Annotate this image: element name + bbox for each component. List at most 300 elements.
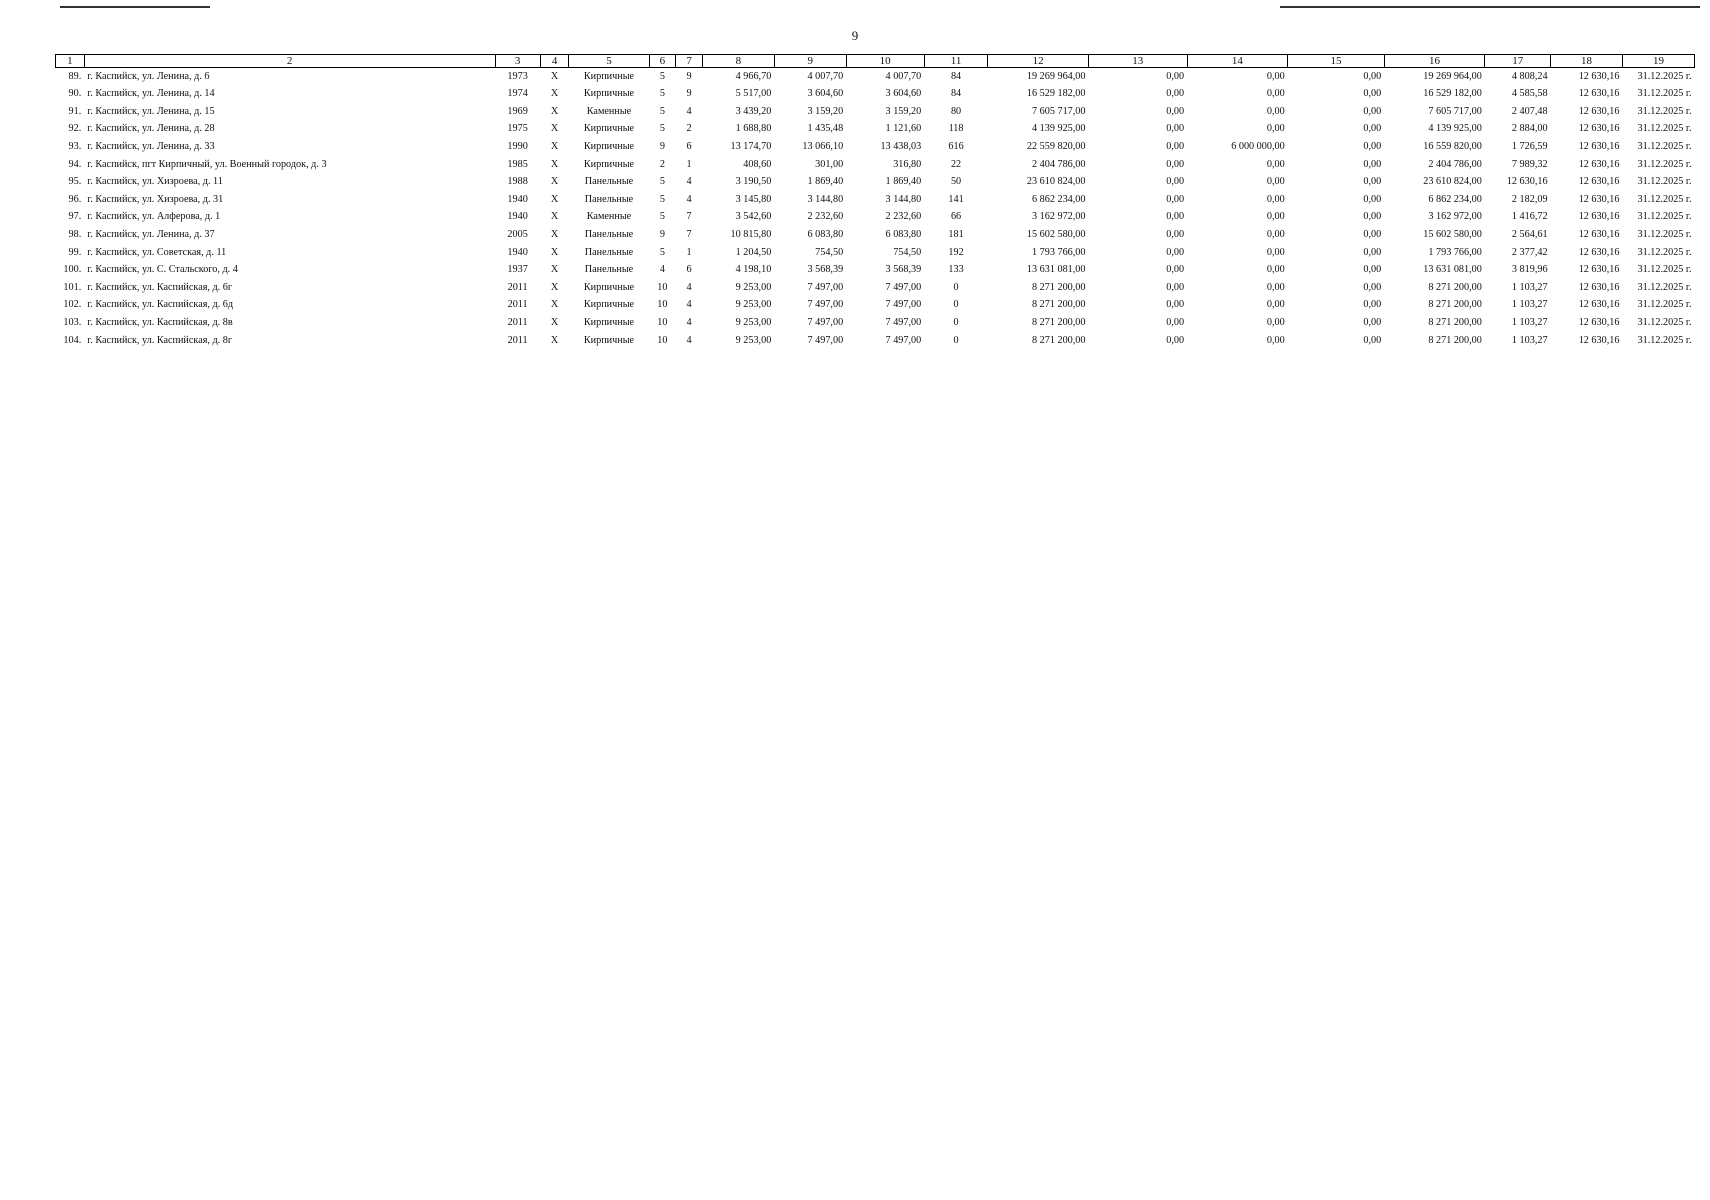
table-row xyxy=(56,262,1695,280)
table-cell: X xyxy=(550,105,559,117)
table-cell: 2 404 786,00 xyxy=(1032,158,1086,170)
address-cell: г. Каспийск, ул. С. Стальского, д. 4 xyxy=(87,264,238,276)
table-cell: 0,00 xyxy=(1166,317,1185,328)
table-cell: Панельные xyxy=(584,176,634,188)
table-cell: X xyxy=(550,317,559,328)
table-cell: 0,00 xyxy=(1266,158,1285,170)
address-cell: г. Каспийск, ул. Ленина, д. 15 xyxy=(87,105,215,117)
table-cell: 2011 xyxy=(507,334,528,346)
table-cell: 5 xyxy=(659,70,665,82)
address-cell: г. Каспийск, ул. Каспийская, д. 8г xyxy=(87,334,233,346)
table-cell: 3 439,20 xyxy=(735,105,772,117)
table-cell: 23 610 824,00 xyxy=(1423,176,1482,188)
page-number: 9 xyxy=(851,28,859,43)
table-cell: X xyxy=(550,176,559,188)
table-cell: 754,50 xyxy=(893,246,922,258)
table-cell: 4 xyxy=(686,193,692,205)
table-cell: 1 103,27 xyxy=(1511,317,1548,328)
table-cell: 133 xyxy=(948,264,964,276)
table-cell: X xyxy=(550,334,559,346)
table-cell: 92. xyxy=(68,123,82,135)
table-cell: Панельные xyxy=(584,246,634,258)
table-cell: 8 271 200,00 xyxy=(1428,334,1482,346)
table-cell: 0,00 xyxy=(1266,334,1285,346)
table-cell: 10 815,80 xyxy=(730,229,772,241)
table-row xyxy=(56,121,1695,139)
address-cell: г. Каспийск, ул. Каспийская, д. 6д xyxy=(87,299,234,311)
table-cell: 4 966,70 xyxy=(735,70,772,82)
table-cell: 12 630,16 xyxy=(1578,70,1620,82)
table-cell: 7 497,00 xyxy=(885,317,922,328)
column-number: 12 xyxy=(988,55,1089,68)
column-number: 2 xyxy=(84,55,495,68)
table-cell: 0,00 xyxy=(1363,123,1382,135)
table-cell: 6 862 234,00 xyxy=(1032,193,1086,205)
table-cell: 3 604,60 xyxy=(885,88,922,100)
table-cell: 12 630,16 xyxy=(1578,141,1620,153)
table-cell: 31.12.2025 г. xyxy=(1637,123,1692,135)
table-cell: 1 103,27 xyxy=(1511,281,1548,293)
register-table xyxy=(55,54,1695,350)
table-cell: 2 404 786,00 xyxy=(1428,158,1482,170)
table-cell: 0,00 xyxy=(1363,105,1382,117)
table-cell: 12 630,16 xyxy=(1578,299,1620,311)
table-cell: 5 xyxy=(659,176,665,188)
table-cell: Каменные xyxy=(586,211,632,223)
table-cell: 9 253,00 xyxy=(735,317,772,328)
table-cell: 50 xyxy=(950,176,962,188)
address-cell: г. Каспийск, ул. Ленина, д. 14 xyxy=(87,88,215,100)
table-cell: 6 083,80 xyxy=(807,229,844,241)
table-cell: X xyxy=(550,229,559,241)
table-cell: 0,00 xyxy=(1363,299,1382,311)
table-cell: 12 630,16 xyxy=(1578,317,1620,328)
table-cell: 1990 xyxy=(507,141,528,153)
table-cell: 12 630,16 xyxy=(1578,246,1620,258)
table-cell: 5 xyxy=(659,123,665,135)
column-number: 8 xyxy=(702,55,774,68)
table-cell: X xyxy=(550,141,559,153)
table-cell: 98. xyxy=(68,229,82,241)
address-cell: г. Каспийск, ул. Хизроева, д. 11 xyxy=(87,176,223,188)
table-cell: 0 xyxy=(953,334,959,346)
table-cell: 0,00 xyxy=(1266,70,1285,82)
table-cell: 4 xyxy=(686,334,692,346)
table-cell: 4 xyxy=(659,264,665,276)
column-number: 11 xyxy=(924,55,988,68)
table-cell: 5 xyxy=(659,211,665,223)
column-number: 15 xyxy=(1288,55,1385,68)
table-cell: 0,00 xyxy=(1363,264,1382,276)
table-cell: 0,00 xyxy=(1166,281,1185,293)
table-cell: 0,00 xyxy=(1166,229,1185,241)
table-cell: 31.12.2025 г. xyxy=(1637,211,1692,223)
table-cell: 0,00 xyxy=(1266,281,1285,293)
table-cell: 12 630,16 xyxy=(1578,88,1620,100)
column-number: 14 xyxy=(1187,55,1288,68)
table-cell: 1 435,48 xyxy=(807,123,844,135)
table-body xyxy=(56,68,1695,350)
table-cell: 7 xyxy=(686,229,692,241)
table-cell: 80 xyxy=(950,105,962,117)
table-cell: 1985 xyxy=(507,158,528,170)
table-cell: 19 269 964,00 xyxy=(1026,70,1086,82)
address-cell: г. Каспийск, ул. Каспийская, д. 8в xyxy=(87,317,233,328)
table-cell: X xyxy=(550,88,559,100)
table-cell: 91. xyxy=(68,105,82,117)
table-cell: 1 688,80 xyxy=(735,123,772,135)
table-cell: 3 145,80 xyxy=(735,193,772,205)
table-cell: 12 630,16 xyxy=(1578,211,1620,223)
table-cell: 15 602 580,00 xyxy=(1423,229,1482,241)
table-cell: 7 497,00 xyxy=(885,299,922,311)
table-cell: 8 271 200,00 xyxy=(1032,281,1086,293)
table-cell: 4 007,70 xyxy=(807,70,844,82)
table-cell: 3 162 972,00 xyxy=(1032,211,1086,223)
column-number: 13 xyxy=(1088,55,1187,68)
table-cell: 31.12.2025 г. xyxy=(1637,299,1692,311)
table-cell: Кирпичные xyxy=(583,334,635,346)
table-cell: 0,00 xyxy=(1363,334,1382,346)
table-cell: 8 271 200,00 xyxy=(1428,281,1482,293)
table-cell: 118 xyxy=(948,123,964,135)
table-cell: 31.12.2025 г. xyxy=(1637,264,1692,276)
table-cell: 0,00 xyxy=(1166,176,1185,188)
table-cell: 2011 xyxy=(507,317,528,328)
table-cell: 301,00 xyxy=(815,158,844,170)
column-number: 6 xyxy=(649,55,676,68)
table-cell: 1969 xyxy=(507,105,528,117)
table-cell: 0,00 xyxy=(1166,123,1185,135)
table-cell: 1 416,72 xyxy=(1511,211,1548,223)
table-cell: 12 630,16 xyxy=(1578,193,1620,205)
table-cell: 5 xyxy=(659,88,665,100)
table-cell: 3 159,20 xyxy=(807,105,844,117)
table-cell: 2011 xyxy=(507,281,528,293)
table-cell: 4 xyxy=(686,299,692,311)
table-cell: 19 269 964,00 xyxy=(1423,70,1482,82)
table-cell: 12 630,16 xyxy=(1578,264,1620,276)
column-number: 10 xyxy=(846,55,924,68)
table-row xyxy=(56,244,1695,262)
table-cell: 0,00 xyxy=(1363,70,1382,82)
table-cell: 12 630,16 xyxy=(1578,123,1620,135)
table-cell: 10 xyxy=(657,317,668,328)
table-cell: 7 605 717,00 xyxy=(1428,105,1482,117)
column-number: 1 xyxy=(56,55,85,68)
table-cell: 0,00 xyxy=(1266,229,1285,241)
table-cell: 0,00 xyxy=(1363,176,1382,188)
address-cell: г. Каспийск, ул. Ленина, д. 37 xyxy=(87,229,215,241)
table-cell: 1940 xyxy=(507,193,528,205)
table-cell: 0 xyxy=(953,299,959,311)
table-cell: Панельные xyxy=(584,264,634,276)
table-row xyxy=(56,174,1695,192)
table-cell: 84 xyxy=(950,70,962,82)
table-cell: Панельные xyxy=(584,229,634,241)
table-cell: 4 808,24 xyxy=(1511,70,1548,82)
table-cell: X xyxy=(550,70,559,82)
table-row xyxy=(56,156,1695,174)
table-cell: 0,00 xyxy=(1166,70,1185,82)
table-cell: 4 xyxy=(686,176,692,188)
table-cell: 7 497,00 xyxy=(807,334,844,346)
table-cell: X xyxy=(550,264,559,276)
table-cell: 9 253,00 xyxy=(735,281,772,293)
table-cell: 7 497,00 xyxy=(807,299,844,311)
table-cell: 0,00 xyxy=(1166,299,1185,311)
table-cell: 31.12.2025 г. xyxy=(1637,229,1692,241)
table-cell: 31.12.2025 г. xyxy=(1637,334,1692,346)
table-cell: 31.12.2025 г. xyxy=(1637,246,1692,258)
table-cell: 3 568,39 xyxy=(885,264,922,276)
table-cell: 8 271 200,00 xyxy=(1428,317,1482,328)
table-cell: 7 989,32 xyxy=(1511,158,1548,170)
table-cell: 84 xyxy=(950,88,962,100)
table-cell: 2 884,00 xyxy=(1511,123,1548,135)
table-cell: 3 604,60 xyxy=(807,88,844,100)
table-cell: 13 631 081,00 xyxy=(1423,264,1482,276)
table-cell: 9 253,00 xyxy=(735,334,772,346)
table-cell: 1 103,27 xyxy=(1511,334,1548,346)
table-cell: 0,00 xyxy=(1166,334,1185,346)
table-cell: 8 271 200,00 xyxy=(1032,299,1086,311)
address-cell: г. Каспийск, ул. Хизроева, д. 31 xyxy=(87,193,224,205)
table-cell: 23 610 824,00 xyxy=(1026,176,1086,188)
address-cell: г. Каспийск, ул. Советская, д. 11 xyxy=(87,246,227,258)
table-cell: 12 630,16 xyxy=(1578,176,1620,188)
table-cell: Кирпичные xyxy=(583,299,635,311)
table-cell: 1 726,59 xyxy=(1511,141,1548,153)
column-number: 19 xyxy=(1622,55,1694,68)
table-cell: 3 819,96 xyxy=(1511,264,1548,276)
table-cell: 0 xyxy=(953,281,959,293)
table-cell: 3 144,80 xyxy=(807,193,844,205)
table-cell: 31.12.2025 г. xyxy=(1637,317,1692,328)
table-row xyxy=(56,86,1695,104)
table-cell: 0,00 xyxy=(1363,229,1382,241)
table-cell: 12 630,16 xyxy=(1578,334,1620,346)
table-cell: 2 232,60 xyxy=(885,211,922,223)
table-cell: 4 xyxy=(686,105,692,117)
table-cell: 0,00 xyxy=(1166,264,1185,276)
table-cell: 1 121,60 xyxy=(885,123,922,135)
table-row xyxy=(56,279,1695,297)
table-cell: 0,00 xyxy=(1266,264,1285,276)
table-row xyxy=(56,68,1695,86)
table-cell: 16 529 182,00 xyxy=(1423,88,1482,100)
table-cell: 7 497,00 xyxy=(885,334,922,346)
table-cell: 94. xyxy=(68,158,82,170)
table-cell: 1 793 766,00 xyxy=(1428,246,1482,258)
table-cell: 10 xyxy=(657,281,668,293)
table-row xyxy=(56,332,1695,350)
table-cell: Кирпичные xyxy=(583,70,635,82)
table-cell: 6 083,80 xyxy=(885,229,922,241)
table-cell: 9 xyxy=(686,70,692,82)
table-cell: 4 007,70 xyxy=(885,70,922,82)
column-number: 18 xyxy=(1551,55,1623,68)
table-cell: 31.12.2025 г. xyxy=(1637,141,1692,153)
table-cell: Кирпичные xyxy=(583,123,635,135)
table-cell: 66 xyxy=(950,211,962,223)
table-cell: 31.12.2025 г. xyxy=(1637,105,1692,117)
table-cell: 7 605 717,00 xyxy=(1032,105,1086,117)
table-cell: 31.12.2025 г. xyxy=(1637,193,1692,205)
table-cell: 12 630,16 xyxy=(1578,105,1620,117)
table-cell: 2 407,48 xyxy=(1511,105,1548,117)
table-cell: 2 232,60 xyxy=(807,211,844,223)
table-cell: 31.12.2025 г. xyxy=(1637,176,1692,188)
table-row xyxy=(56,209,1695,227)
table-cell: 3 159,20 xyxy=(885,105,922,117)
table-cell: 2 377,42 xyxy=(1511,246,1548,258)
table-cell: 6 000 000,00 xyxy=(1231,141,1285,153)
table-cell: 0,00 xyxy=(1266,193,1285,205)
table-cell: 3 162 972,00 xyxy=(1428,211,1482,223)
column-number: 4 xyxy=(540,55,569,68)
table-cell: 0,00 xyxy=(1266,211,1285,223)
table-cell: 0,00 xyxy=(1363,317,1382,328)
table-cell: 13 066,10 xyxy=(802,141,844,153)
table-cell: 2005 xyxy=(507,229,528,241)
table-cell: 12 630,16 xyxy=(1578,281,1620,293)
table-cell: 1 869,40 xyxy=(807,176,844,188)
scan-top-mark-left xyxy=(60,6,210,8)
table-cell: 1 793 766,00 xyxy=(1032,246,1086,258)
table-cell: 0,00 xyxy=(1363,88,1382,100)
address-cell: г. Каспийск, ул. Каспийская, д. 6г xyxy=(87,281,233,293)
table-cell: 12 630,16 xyxy=(1578,229,1620,241)
table-cell: 7 497,00 xyxy=(885,281,922,293)
table-cell: 0,00 xyxy=(1266,123,1285,135)
table-cell: 6 xyxy=(686,141,692,153)
table-cell: Кирпичные xyxy=(583,88,635,100)
column-number: 3 xyxy=(495,55,540,68)
table-cell: 103. xyxy=(63,317,82,328)
table-cell: 7 xyxy=(686,211,692,223)
address-cell: г. Каспийск, ул. Алферова, д. 1 xyxy=(87,211,221,223)
address-cell: г. Каспийск, пгт Кирпичный, ул. Военный городок, д. 3 xyxy=(87,158,327,170)
table-cell: 15 602 580,00 xyxy=(1026,229,1086,241)
table-cell: 1974 xyxy=(507,88,528,100)
address-cell: г. Каспийск, ул. Ленина, д. 28 xyxy=(87,123,215,135)
table-cell: 96. xyxy=(68,193,82,205)
table-cell: 4 xyxy=(686,281,692,293)
table-cell: 104. xyxy=(63,334,82,346)
table-cell: 16 559 820,00 xyxy=(1423,141,1482,153)
table-cell: 0,00 xyxy=(1166,193,1185,205)
table-cell: 1 103,27 xyxy=(1511,299,1548,311)
table-cell: 181 xyxy=(948,229,964,241)
table-cell: 0,00 xyxy=(1363,211,1382,223)
table-cell: 31.12.2025 г. xyxy=(1637,88,1692,100)
table-cell: 5 xyxy=(659,105,665,117)
table-cell: 6 xyxy=(686,264,692,276)
table-cell: Каменные xyxy=(586,105,632,117)
table-cell: 192 xyxy=(948,246,964,258)
table-cell: 97. xyxy=(68,211,82,223)
table-cell: 0,00 xyxy=(1363,158,1382,170)
table-cell: 0,00 xyxy=(1363,281,1382,293)
table-cell: X xyxy=(550,299,559,311)
table-cell: 99. xyxy=(68,246,82,258)
table-cell: 0,00 xyxy=(1266,299,1285,311)
table-cell: 4 139 925,00 xyxy=(1032,123,1086,135)
table-cell: X xyxy=(550,158,559,170)
table-cell: Кирпичные xyxy=(583,141,635,153)
table-cell: 9 xyxy=(686,88,692,100)
table-cell: 102. xyxy=(63,299,82,311)
table-cell: 101. xyxy=(63,281,82,293)
table-cell: 4 xyxy=(686,317,692,328)
table-cell: 1 204,50 xyxy=(735,246,772,258)
table-cell: 5 517,00 xyxy=(735,88,772,100)
table-cell: 0,00 xyxy=(1166,105,1185,117)
table-cell: 408,60 xyxy=(743,158,772,170)
table-cell: 9 253,00 xyxy=(735,299,772,311)
table-cell: 2 xyxy=(659,158,665,170)
table-cell: 616 xyxy=(948,141,964,153)
table-cell: 1988 xyxy=(507,176,528,188)
table-cell: X xyxy=(550,211,559,223)
table-cell: 1975 xyxy=(507,123,528,135)
table-cell: 16 529 182,00 xyxy=(1026,88,1086,100)
table-cell: 0,00 xyxy=(1363,141,1382,153)
table-cell: 5 xyxy=(659,193,665,205)
table-cell: 5 xyxy=(659,246,665,258)
table-cell: Кирпичные xyxy=(583,281,635,293)
table-row xyxy=(56,226,1695,244)
table-cell: 1 xyxy=(686,158,692,170)
table-cell: 0 xyxy=(953,317,959,328)
table-cell: 7 497,00 xyxy=(807,317,844,328)
table-cell: 12 630,16 xyxy=(1506,176,1548,188)
table-cell: 4 198,10 xyxy=(735,264,772,276)
table-cell: 1940 xyxy=(507,246,528,258)
table-cell: 1973 xyxy=(507,70,528,82)
table-cell: 8 271 200,00 xyxy=(1032,317,1086,328)
table-cell: 1940 xyxy=(507,211,528,223)
table-cell: 31.12.2025 г. xyxy=(1637,281,1692,293)
scan-top-mark-right xyxy=(1280,6,1700,8)
table-cell: 7 497,00 xyxy=(807,281,844,293)
table-cell: 100. xyxy=(63,264,82,276)
table-cell: 3 568,39 xyxy=(807,264,844,276)
table-cell: 0,00 xyxy=(1166,88,1185,100)
table-cell: 89. xyxy=(68,70,82,82)
table-cell: X xyxy=(550,246,559,258)
table-row xyxy=(56,191,1695,209)
table-cell: 3 190,50 xyxy=(735,176,772,188)
table-cell: 13 438,03 xyxy=(880,141,922,153)
table-cell: 95. xyxy=(68,176,82,188)
table-cell: 13 631 081,00 xyxy=(1026,264,1086,276)
address-cell: г. Каспийск, ул. Ленина, д. 6 xyxy=(87,70,210,82)
column-number: 16 xyxy=(1384,55,1485,68)
table-cell: 141 xyxy=(948,193,964,205)
column-number: 9 xyxy=(774,55,846,68)
table-cell: 0,00 xyxy=(1166,246,1185,258)
table-cell: X xyxy=(550,281,559,293)
table-cell: 0,00 xyxy=(1266,317,1285,328)
table-cell: 12 630,16 xyxy=(1578,158,1620,170)
table-cell: 3 144,80 xyxy=(885,193,922,205)
table-row xyxy=(56,103,1695,121)
table-cell: 0,00 xyxy=(1166,141,1185,153)
table-row xyxy=(56,138,1695,156)
table-cell: X xyxy=(550,193,559,205)
